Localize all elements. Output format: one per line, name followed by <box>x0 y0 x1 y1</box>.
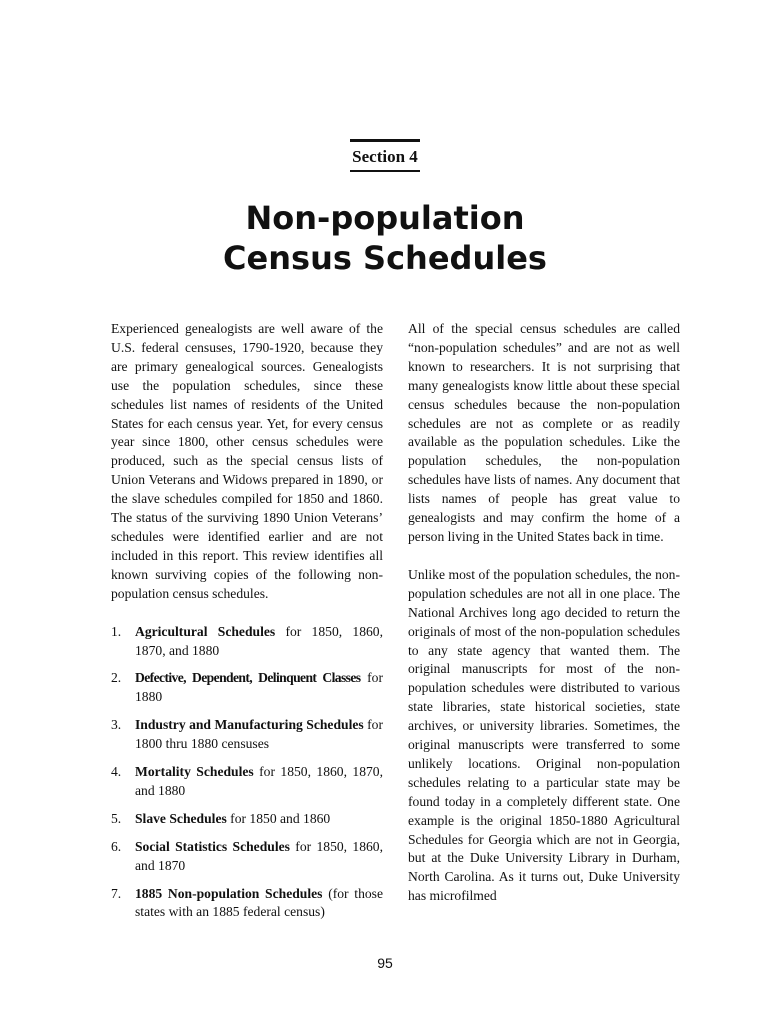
list-item-text: for 1850 and 1860 <box>226 810 331 826</box>
list-item-text: for 1850, 1860, 1870, and 1880 <box>135 623 384 658</box>
schedule-list <box>111 623 383 923</box>
list-item-title: Defective, Dependent, Delinquent Classes <box>135 670 361 686</box>
list-item-text: (for those states with an 1885 federal census) <box>135 885 383 920</box>
list-item-number: 1. <box>111 623 122 639</box>
list-item-number: 6. <box>111 838 122 854</box>
list-item-text: for 1880 <box>135 670 383 705</box>
list-item-number: 5. <box>111 810 122 826</box>
list-item-title: Agricultural Schedules <box>135 623 276 639</box>
section-label: Section 4 <box>350 139 420 172</box>
list-item-text: for 1850, 1860, and 1870 <box>135 838 384 873</box>
list-item-text: for 1800 thru 1880 censuses <box>135 717 383 752</box>
body-paragraph-2: Unlike most of the population schedules, the non-population schedules are not all in one place. The National Archives long ago decided to return the originals of most of the non-population schedules to any state agency that wanted them. The original manuscripts for most of the non-population schedules were distributed to various state libraries, state historical societies, state archives, or university libraries. Sometimes, the original manuscripts were transferred to some unlikely locations. Original non-population schedules relating to a particular state may be found today in a completely different state. One example is the original 1850-1880 Agricultural Schedules for Georgia which are not in Georgia, but at the Duke University Library in Durham, North Carolina. As it turns out, Duke University has microfilmed <box>408 566 680 904</box>
list-item-number: 3. <box>111 717 122 733</box>
list-item-number: 2. <box>111 670 122 686</box>
list-item <box>111 669 383 707</box>
list-item <box>111 885 383 923</box>
list-item-title: 1885 Non-population Schedules <box>135 885 323 901</box>
title-line-2: Census Schedules <box>223 239 547 277</box>
list-item <box>111 838 383 876</box>
left-column <box>111 320 383 931</box>
list-item-text: for 1850, 1860, 1870, and 1880 <box>135 764 384 798</box>
list-item-number: 7. <box>111 885 122 901</box>
list-item <box>111 763 383 801</box>
list-item-title: Mortality Schedules <box>135 764 254 780</box>
body-paragraph-1: All of the special census schedules are called “non-population schedules” and are not as well known to researchers. It is not surprising that many genealogists know little about these special census schedules because the non-population schedules are not as complete or as readily available as the population schedules. Like the population schedules, the non-population schedules have lists of names. Any document that lists names of people has great value to genealogists and may confirm the home of a person living in the United States back in time. <box>408 321 680 544</box>
page-title <box>0 198 770 278</box>
intro-paragraph: Experienced genealogists are well aware of the U.S. federal censuses, 1790-1920, because they are primary genealogical sources. Genealogists use the population schedules, since these schedules list names of residents of the United States for each census year. Yet, for every census year since 1800, other census schedules were produced, such as the special census lists of Union Veterans and Widows prepared in 1890, or the slave schedules compiled for 1850 and 1860. The status of the surviving 1890 Union Veterans’ schedules were identified earlier and are not included in this report. This review identifies all known surviving copies of the following non-population census schedules. <box>111 321 383 601</box>
list-item <box>111 716 383 754</box>
right-column <box>408 320 680 925</box>
list-item <box>111 623 383 661</box>
list-item <box>111 810 383 829</box>
title-line-1: Non-population <box>245 199 525 237</box>
list-item-title: Social Statistics Schedules <box>135 838 290 854</box>
list-item-title: Slave Schedules <box>135 810 227 826</box>
list-item-number: 4. <box>111 764 122 780</box>
list-item-title: Industry and Manufacturing Schedules <box>135 717 364 733</box>
page-number: 95 <box>377 955 393 971</box>
section-header <box>0 139 770 172</box>
